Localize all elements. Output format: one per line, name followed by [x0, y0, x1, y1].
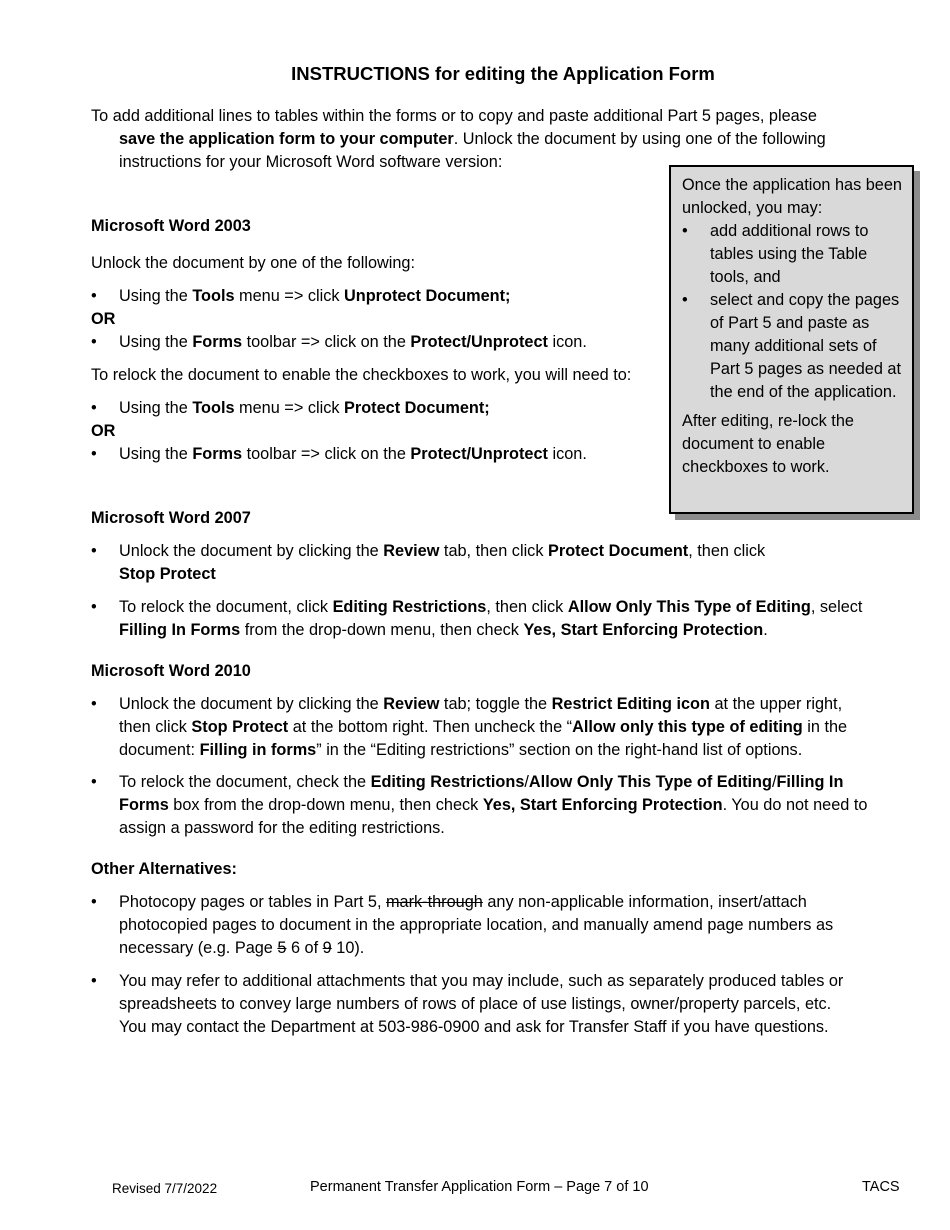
text: To relock the document, click — [119, 598, 333, 616]
bold-text: Allow Only This Type of Editing — [528, 773, 772, 791]
bold-text: Tools — [192, 399, 235, 417]
text: Using the — [119, 445, 193, 463]
bullet-icon: • — [91, 445, 97, 463]
bold-text: Protect/Unprotect — [410, 333, 548, 351]
callout-box — [669, 165, 914, 514]
text: . You do not need to — [722, 796, 868, 814]
callout-item — [682, 289, 907, 404]
text: , select — [810, 598, 863, 616]
bold-text: Filling In Forms — [119, 621, 241, 639]
intro-line-2 — [91, 128, 881, 151]
text: You may contact the Department at 503-986-0900 and ask for Transfer Staff if you have questions. — [119, 1018, 829, 1036]
text: tab, then click — [439, 542, 548, 560]
text: Photocopy pages or tables in Part 5, — [119, 893, 386, 911]
bold-text: Tools — [192, 287, 235, 305]
callout-item-text: add additional rows to tables using the Table tools, and — [710, 222, 869, 286]
text: To relock the document, check the — [119, 773, 371, 791]
strikethrough-text: 5 — [277, 939, 287, 957]
footer-revised: Revised 7/7/2022 — [112, 1181, 218, 1196]
bold-text: Allow only this type of editing — [572, 718, 803, 736]
text: photocopied pages to document in the appropriate location, and manually amend page numbers as — [119, 916, 834, 934]
bold-text: Yes, Start Enforcing Protection — [523, 621, 764, 639]
list-item-text — [119, 397, 490, 420]
list-item-text — [119, 331, 587, 354]
bold-text: Editing Restrictions — [332, 598, 487, 616]
list-item-text — [119, 596, 909, 642]
strikethrough-text: mark-through — [386, 893, 483, 911]
bold-text: Stop Protect — [119, 565, 216, 583]
callout-list — [682, 220, 907, 404]
text: then click — [119, 718, 192, 736]
text: box from the drop-down menu, then check — [168, 796, 483, 814]
callout-item-text: select and copy the pages of Part 5 and paste as many additional sets of Part 5 pages as needed at the end of the application. — [710, 291, 901, 401]
bold-text: Forms — [192, 445, 243, 463]
heading-word-2010: Microsoft Word 2010 — [91, 662, 251, 680]
text: document: — [119, 741, 200, 759]
text: , then click — [688, 542, 766, 560]
text: You may refer to additional attachments that you may include, such as separately produced tables or — [119, 972, 844, 990]
bullet-icon: • — [91, 333, 97, 351]
text: Using the — [119, 399, 193, 417]
text: spreadsheets to convey large numbers of rows of place of use listings, owner/property parcels, etc. — [119, 995, 832, 1013]
text: Unlock the document by clicking the — [119, 542, 384, 560]
callout-item — [682, 220, 907, 289]
text: Unlock the document by clicking the — [119, 695, 384, 713]
word2003-relock-intro: To relock the document to enable the checkboxes to work, you will need to: — [91, 366, 632, 384]
text: toolbar => click on the — [242, 333, 411, 351]
text: , then click — [486, 598, 568, 616]
list-item-text — [119, 771, 909, 840]
text: toolbar => click on the — [242, 445, 411, 463]
bold-text: Restrict Editing icon — [551, 695, 710, 713]
text: from the drop-down menu, then check — [240, 621, 524, 639]
text: menu => click — [234, 399, 345, 417]
text: in the — [802, 718, 848, 736]
list-item-text — [119, 540, 909, 586]
text: assign a password for the editing restrictions. — [119, 819, 445, 837]
text: menu => click — [234, 287, 345, 305]
intro-line-1: To add additional lines to tables within the forms or to copy and paste additional Part 5 pages, please — [91, 107, 817, 125]
text: ” in the “Editing restrictions” section on the right-hand list of options. — [316, 741, 803, 759]
bold-text: Review — [383, 542, 440, 560]
bold-text: Protect Document; — [344, 399, 490, 417]
page-title: INSTRUCTIONS for editing the Application Form — [291, 63, 715, 84]
bullet-icon: • — [91, 972, 97, 990]
footer-code: TACS — [862, 1179, 900, 1195]
callout-lead: Once the application has been unlocked, you may: — [682, 176, 902, 217]
bullet-icon: • — [91, 542, 97, 560]
bullet-icon: • — [91, 695, 97, 713]
intro-text: . Unlock the document by using one of the following — [453, 130, 826, 148]
bold-text: Protect/Unprotect — [410, 445, 548, 463]
bold-text: Forms — [119, 796, 169, 814]
bullet-icon: • — [682, 291, 688, 309]
heading-word-2007: Microsoft Word 2007 — [91, 509, 251, 527]
text: tab; toggle the — [439, 695, 552, 713]
bold-text: Review — [383, 695, 440, 713]
heading-other-alternatives: Other Alternatives: — [91, 860, 237, 878]
bullet-icon: • — [91, 893, 97, 911]
bold-text: Stop Protect — [191, 718, 289, 736]
bold-text: Yes, Start Enforcing Protection — [482, 796, 723, 814]
text: / — [524, 773, 529, 791]
list-item-text — [119, 443, 587, 466]
strikethrough-text: 9 — [322, 939, 332, 957]
bold-text: Filling In — [776, 773, 844, 791]
text: necessary (e.g. Page — [119, 939, 278, 957]
text: / — [771, 773, 777, 791]
text: icon. — [547, 445, 587, 463]
text: any non-applicable information, insert/attach — [482, 893, 807, 911]
bullet-icon: • — [91, 287, 97, 305]
bullet-icon: • — [682, 222, 688, 240]
bold-text: Editing Restrictions — [370, 773, 525, 791]
bullet-icon: • — [91, 399, 97, 417]
bold-text: Filling in forms — [199, 741, 317, 759]
list-item-text — [119, 891, 909, 960]
text: icon. — [547, 333, 587, 351]
intro-bold-text: save the application form to your computer — [119, 130, 454, 148]
list-item-text — [119, 285, 510, 308]
bold-text: Unprotect Document; — [344, 287, 511, 305]
text: 10). — [331, 939, 365, 957]
bold-text: Allow Only This Type of Editing — [567, 598, 811, 616]
intro-line-3: instructions for your Microsoft Word software version: — [119, 153, 503, 171]
bold-text: Forms — [192, 333, 243, 351]
or-separator: OR — [91, 422, 116, 440]
text: Using the — [119, 287, 193, 305]
text: at the bottom right. Then uncheck the “ — [288, 718, 573, 736]
intro-paragraph — [91, 105, 881, 174]
list-item-text — [119, 970, 909, 1039]
text: at the upper right, — [709, 695, 843, 713]
list-item-text — [119, 693, 909, 762]
text: 6 of — [286, 939, 323, 957]
footer-page-info: Permanent Transfer Application Form – Page 7 of 10 — [310, 1179, 649, 1195]
text: Using the — [119, 333, 193, 351]
heading-word-2003: Microsoft Word 2003 — [91, 217, 251, 235]
bold-text: Protect Document — [548, 542, 689, 560]
word2003-unlock-intro: Unlock the document by one of the following: — [91, 254, 416, 272]
or-separator: OR — [91, 310, 116, 328]
text: . — [763, 621, 768, 639]
bullet-icon: • — [91, 773, 97, 791]
bullet-icon: • — [91, 598, 97, 616]
callout-closing: After editing, re-lock the document to enable checkboxes to work. — [682, 412, 854, 476]
